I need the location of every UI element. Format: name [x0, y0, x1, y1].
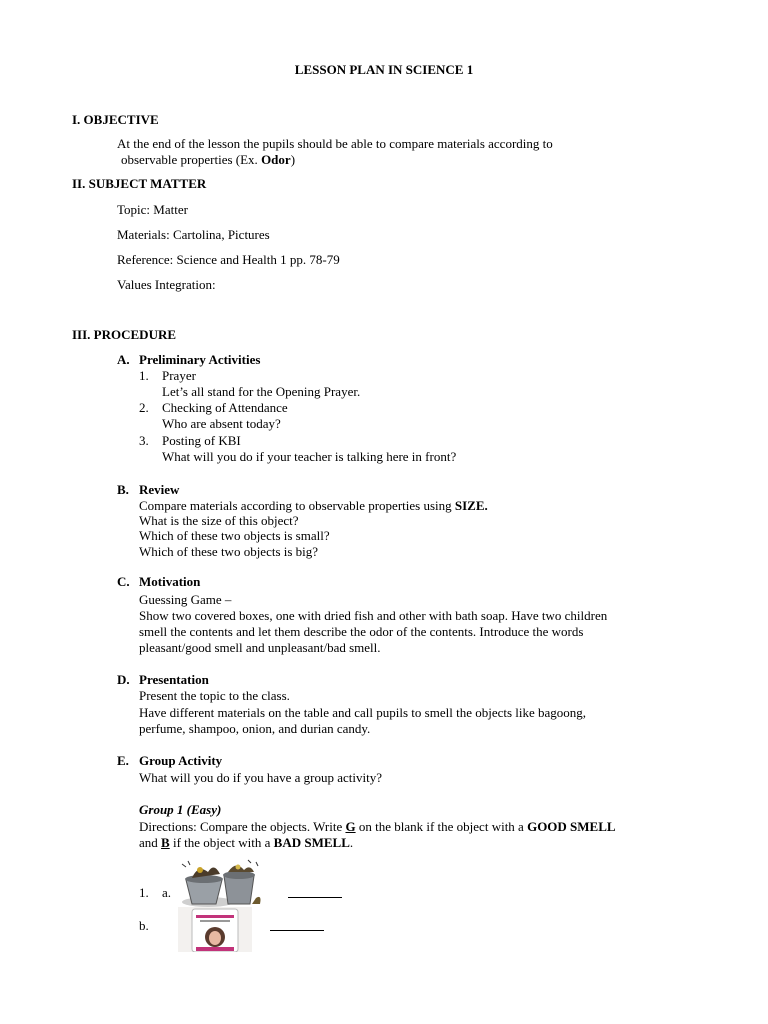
subject-matter-heading: II. SUBJECT MATTER — [72, 176, 207, 191]
objective-line-2-suffix: ) — [290, 152, 296, 167]
review-line-4: Which of these two objects is big? — [139, 544, 319, 559]
a-item-3-text: What will you do if your teacher is talking here in front? — [162, 449, 457, 464]
values-integration-line: Values Integration: — [117, 277, 216, 292]
section-a-title: Preliminary Activities — [139, 352, 261, 367]
section-a-letter: A. — [117, 352, 130, 367]
presentation-line-3: perfume, shampoo, onion, and durian candy. — [139, 721, 371, 736]
directions-period: . — [349, 835, 354, 850]
topic-line: Topic: Matter — [117, 202, 188, 217]
directions-bad-smell: BAD SMELL — [273, 835, 350, 850]
item-1b-answer-blank[interactable] — [270, 918, 324, 935]
item-1-number: 1. — [139, 885, 149, 900]
section-b-letter: B. — [117, 482, 129, 497]
section-e-title: Group Activity — [139, 753, 223, 768]
a-item-1-num: 1. — [139, 368, 149, 383]
review-line-1 — [139, 498, 488, 514]
a-item-2-num: 2. — [139, 400, 149, 415]
a-item-2-text: Who are absent today? — [162, 416, 281, 431]
item-1b-label: b. — [139, 918, 149, 933]
section-c-title: Motivation — [139, 574, 201, 589]
objective-line-2 — [121, 152, 295, 168]
section-d-title: Presentation — [139, 672, 209, 687]
section-b-title: Review — [139, 482, 180, 497]
item-1a-label: a. — [162, 885, 172, 900]
shampoo-product-image — [178, 907, 252, 952]
objective-odor: Odor — [261, 152, 291, 167]
presentation-line-2: Have different materials on the table and call pupils to smell the objects like bagoong, — [139, 705, 587, 720]
directions-and: and — [139, 835, 158, 850]
a-item-1-text: Let’s all stand for the Opening Prayer. — [162, 384, 361, 399]
review-line-2: What is the size of this object? — [139, 513, 299, 528]
directions-text-1: Directions: Compare the objects. Write — [139, 819, 343, 834]
directions-text-3: if the object with a — [172, 835, 271, 850]
presentation-line-1: Present the topic to the class. — [139, 688, 290, 703]
a-item-3-label: Posting of KBI — [162, 433, 241, 448]
directions-good-smell: GOOD SMELL — [527, 819, 616, 834]
review-size: SIZE. — [454, 498, 488, 513]
objective-line-1: At the end of the lesson the pupils should be able to compare materials according to — [117, 136, 553, 151]
procedure-heading: III. PROCEDURE — [72, 327, 177, 342]
garbage-cans-image — [178, 858, 264, 908]
section-e-letter: E. — [117, 753, 129, 768]
page-title: LESSON PLAN IN SCIENCE 1 — [294, 62, 474, 77]
materials-line: Materials: Cartolina, Pictures — [117, 227, 270, 242]
section-d-letter: D. — [117, 672, 130, 687]
directions-g: G — [345, 819, 356, 834]
a-item-3-num: 3. — [139, 433, 149, 448]
group-1-heading: Group 1 (Easy) — [139, 802, 222, 817]
objective-heading: I. OBJECTIVE — [72, 112, 159, 127]
objective-line-2-prefix: observable properties (Ex. — [121, 152, 258, 167]
directions-text-2: on the blank if the object with a — [358, 819, 524, 834]
a-item-2-label: Checking of Attendance — [162, 400, 288, 415]
directions-b: B — [161, 835, 170, 850]
item-1a-answer-blank[interactable] — [288, 885, 342, 902]
directions-line-2 — [139, 835, 353, 851]
motivation-line-1: Guessing Game – — [139, 592, 232, 607]
review-line-1-text: Compare materials according to observable properties using — [139, 498, 452, 513]
a-item-1-label: Prayer — [162, 368, 196, 383]
reference-line: Reference: Science and Health 1 pp. 78-79 — [117, 252, 340, 267]
motivation-line-3: smell the contents and let them describe the odor of the contents. Introduce the words — [139, 624, 584, 639]
directions-line-1 — [139, 819, 616, 835]
review-line-3: Which of these two objects is small? — [139, 528, 330, 543]
motivation-line-4: pleasant/good smell and unpleasant/bad smell. — [139, 640, 381, 655]
group-activity-question: What will you do if you have a group activity? — [139, 770, 382, 785]
motivation-line-2: Show two covered boxes, one with dried fish and other with bath soap. Have two children — [139, 608, 608, 623]
section-c-letter: C. — [117, 574, 130, 589]
